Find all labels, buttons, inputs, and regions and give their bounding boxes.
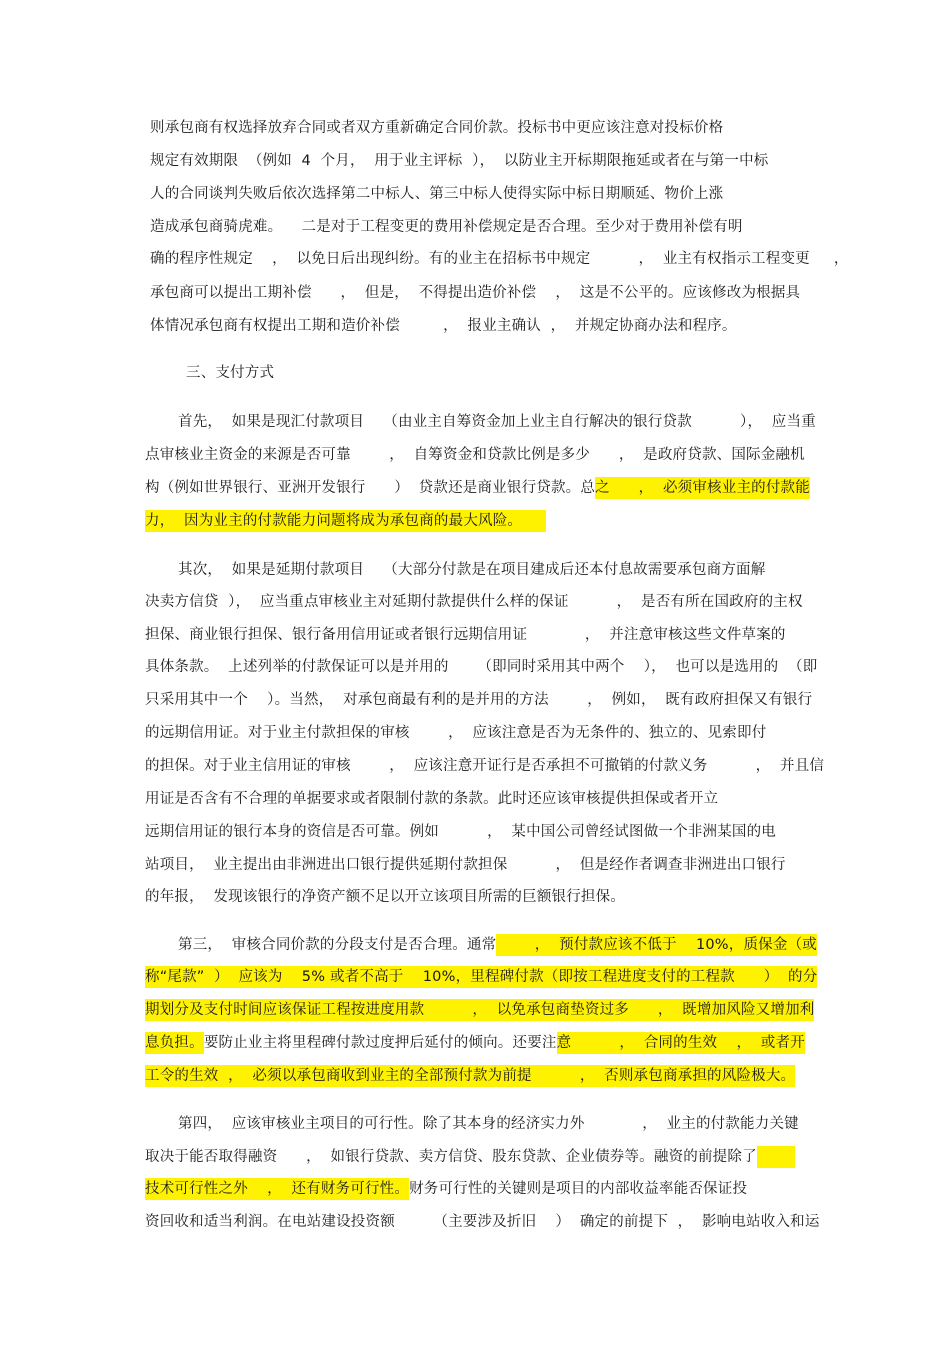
text-line: 的年报， 发现该银行的净资产额不足以开立该项目所需的巨额银行担保。 bbox=[145, 889, 626, 905]
text-line: 的担保。对于业主信用证的审核 ， 应该注意开证行是否承担不可撤销的付款义务 ， 并且信 bbox=[145, 758, 825, 774]
text-line: 第四， 应该审核业主项目的可行性。除了其本身的经济实力外 ， 业主的付款能力关键 bbox=[178, 1116, 799, 1132]
text-line bbox=[145, 1000, 814, 1020]
highlighted-text: 工令的生效 ， 必须以承包商收到业主的全部预付款为前提 ， 否则承包商承担的风险极大。 bbox=[145, 1065, 795, 1087]
text-line: 则承包商有权选择放弃合同或者双方重新确定合同价款。投标书中更应该注意对投标价格 bbox=[150, 120, 724, 136]
highlighted-text: 意 ， 合同的生效 ， 或者开 bbox=[557, 1032, 805, 1054]
highlighted-text: 称“尾款” ） 应该为 5% 或者不高于 10%，里程碑付款（即按工程进度支付的工程款 ） 的分 bbox=[145, 966, 817, 988]
text-line: 决卖方信贷 ）， 应当重点审核业主对延期付款提供什么样的保证 ， 是否有所在国政府的主权 bbox=[145, 594, 803, 610]
text-line: 确的程序性规定 ， 以免日后出现纠纷。有的业主在招标书中规定 ， 业主有权指示工程变更 ， bbox=[150, 251, 849, 267]
text-line: 站项目， 业主提出由非洲进出口银行提供延期付款担保 ， 但是经作者调查非洲进出口银行 bbox=[145, 857, 786, 873]
section-heading: 三、支付方式 bbox=[186, 365, 275, 381]
text-line: 造成承包商骑虎难。 二是对于工程变更的费用补偿规定是否合理。至少对于费用补偿有明 bbox=[150, 219, 743, 235]
text-line: 技术可行性之外 ， 还有财务可行性。财务可行性的关键则是项目的内部收益率能否保证投 bbox=[145, 1179, 747, 1199]
text-line: 具体条款。 上述列举的付款保证可以是并用的 （即同时采用其中两个 ）， 也可以是选用的 （即 bbox=[145, 659, 818, 675]
text-line: 点审核业主资金的来源是否可靠 ， 自筹资金和贷款比例是多少 ， 是政府贷款、国际金融机 bbox=[145, 447, 805, 463]
text-line: 担保、商业银行担保、银行备用信用证或者银行远期信用证 ， 并注意审核这些文件草案的 bbox=[145, 627, 786, 643]
highlighted-text: 息负担。 bbox=[145, 1032, 204, 1054]
text-line: 息负担。要防止业主将里程碑付款过度押后延付的倾向。还要注意 ， 合同的生效 ， 或者开 bbox=[145, 1033, 805, 1053]
text-line: 规定有效期限 （例如 4 个月， 用于业主评标 ）， 以防业主开标期限拖延或者在与第一中标 bbox=[150, 153, 769, 169]
text-line: 的远期信用证。对于业主付款担保的审核 ， 应该注意是否为无条件的、独立的、见索即付 bbox=[145, 725, 767, 741]
highlighted-text: 力， 因为业主的付款能力问题将成为承包商的最大风险。 bbox=[145, 510, 546, 532]
text-line: 构（例如世界银行、亚洲开发银行 ） 贷款还是商业银行贷款。总之 ， 必须审核业主的付款能 bbox=[145, 478, 810, 498]
text-line bbox=[145, 511, 546, 531]
highlighted-text bbox=[757, 1146, 795, 1168]
text-line: 用证是否含有不合理的单据要求或者限制付款的条款。此时还应该审核提供担保或者开立 bbox=[145, 791, 719, 807]
text-line: 远期信用证的银行本身的资信是否可靠。例如 ， 某中国公司曾经试图做一个非洲某国的电 bbox=[145, 824, 777, 840]
text-line: 体情况承包商有权提出工期和造价补偿 ， 报业主确认 ， 并规定协商办法和程序。 bbox=[150, 318, 737, 334]
text-line: 承包商可以提出工期补偿 ， 但是， 不得提出造价补偿 ， 这是不公平的。应该修改为根据具 bbox=[150, 285, 801, 301]
highlighted-text: 期划分及支付时间应该保证工程按进度用款 ， 以免承包商垫资过多 ， 既增加风险又增加利 bbox=[145, 999, 814, 1021]
text-line: 资回收和适当利润。在电站建设投资额 （主要涉及折旧 ） 确定的前提下 ， 影响电站收入和运 bbox=[145, 1214, 820, 1230]
text-line: 人的合同谈判失败后依次选择第二中标人、第三中标人使得实际中标日期顺延、物价上涨 bbox=[150, 186, 724, 202]
text-line: 只采用其中一个 ）。当然， 对承包商最有利的是并用的方法 ， 例如， 既有政府担保又有银行 bbox=[145, 692, 813, 708]
highlighted-text: 之 ， 必须审核业主的付款能 bbox=[595, 477, 810, 499]
text-line: 其次， 如果是延期付款项目 （大部分付款是在项目建成后还本付息故需要承包商方面解 bbox=[178, 562, 766, 578]
text-line: 第三， 审核合同价款的分段支付是否合理。通常 ， 预付款应该不低于 10%，质保金（或 bbox=[178, 935, 817, 955]
text-line: 首先， 如果是现汇付款项目 （由业主自筹资金加上业主自行解决的银行贷款 ）， 应当重 bbox=[178, 414, 816, 430]
highlighted-text: 技术可行性之外 ， 还有财务可行性。 bbox=[145, 1178, 409, 1200]
text-line bbox=[145, 967, 817, 987]
text-line bbox=[145, 1066, 795, 1086]
text-line: 取决于能否取得融资 ， 如银行贷款、卖方信贷、股东贷款、企业债券等。融资的前提除了 bbox=[145, 1147, 795, 1167]
highlighted-text: ， 预付款应该不低于 10%，质保金（或 bbox=[496, 934, 817, 956]
